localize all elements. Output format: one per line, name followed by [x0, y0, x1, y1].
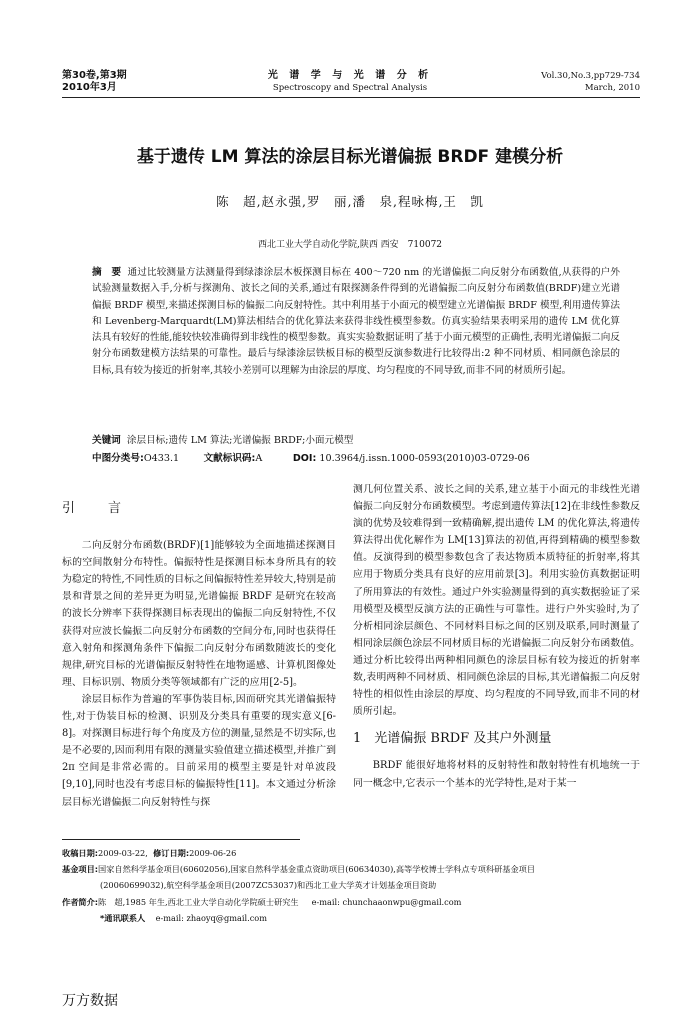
footnote-rule [62, 839, 300, 840]
corr-label: *通讯联系人 [100, 912, 146, 923]
keywords-label: 关键词 [92, 435, 121, 446]
journal-title-cn: 光 谱 学 与 光 谱 分 析 [267, 70, 433, 81]
clc-value: O433.1 [143, 453, 180, 464]
doi-value: 10.3964/j.issn.1000-0593(2010)03-0729-06 [319, 453, 530, 464]
volume-cn: 第30卷,第3期 [62, 70, 127, 81]
author-list: 陈 超,赵永强,罗 丽,潘 泉,程咏梅,王 凯 [216, 194, 484, 209]
received-label: 收稿日期: [62, 848, 99, 858]
intro-paragraph-2: 涂层目标作为普遍的军事伪装目标,因而研究其光谱偏振特性,对于伪装目标的检测、识别及分类具有重要的现实意义[6-8]。对探测目标进行每个角度及方位的测量,显然是不切实际,也是不必要的,因而利用有限的测量实验值建立描述模型,并推广到 2π 空间是非常必需的。目前采用的模型主要是针对单波段[9,10],同时也没有考虑目标的偏振特性[11]。本文通过分析涂层目标光谱偏振二向反射特性与探 [62, 693, 336, 808]
abstract [92, 265, 620, 379]
doi-label: DOI: [292, 453, 317, 464]
right-column [353, 481, 640, 792]
doc-code-value: A [255, 453, 263, 464]
received-date: 2009-03-22, [98, 848, 148, 858]
fund-text-1: 国家自然科学基金项目(60602056),国家自然科学基金重点资助项目(60634030),高等学校博士学科点专项科研基金项目 [98, 864, 536, 875]
classification-line [92, 451, 620, 467]
fund-label: 基金项目: [62, 864, 99, 875]
fund-text-2: (20060699032),航空科学基金项目(2007ZC53037)和西北工业大学英才计划基金项目资助 [100, 880, 437, 891]
author-email: e-mail: chunchaaonwpu@gmail.com [311, 896, 462, 907]
volume-en: Vol.30,No.3,pp729-734 [541, 71, 640, 81]
article-title: 基于遗传 LM 算法的涂层目标光谱偏振 BRDF 建模分析 [136, 147, 564, 167]
affiliation: 西北工业大学自动化学院,陕西 西安 710072 [257, 240, 443, 250]
date-en: March, 2010 [584, 83, 640, 93]
author-bio-line [62, 894, 640, 910]
section-1-heading: 1 光谱偏振 BRDF 及其户外测量 [353, 731, 552, 747]
abstract-label: 摘 要 [92, 267, 122, 278]
keywords [92, 433, 620, 449]
correspondence-line [62, 910, 640, 926]
corr-email: e-mail: zhaoyq@gmail.com [155, 912, 267, 923]
right-paragraph-1: 测几何位置关系、波长之间的关系,建立基于小面元的非线性光谱偏振二向反射分布函数模型。考虑到遗传算法[12]在非线性参数反演的优势及较难得到一致精确解,提出遗传 LM 的优化算法,将遗传算法得出优化解作为 LM[13]算法的初值,再得到精确的模型参数值。反演得到的模型参数包含了表达物质本质特征的折射率,将其应用于物质分类具有良好的应用前景[3]。利用实验仿真数据证明了所用算法的有效性。通过户外实验测量得到的真实数据验证了采用模型及模型反演方法的正确性与可靠性。进行户外实验时,为了分析相同涂层颜色、不同材料目标之间的区别及联系,同时测量了相同涂层颜色涂层不同材质目标的光谱偏振二向反射分布函数值。通过分析比较得出两种相同颜色的涂层目标有较为接近的折射率数,表明两种不同材质、相同颜色涂层的目标,其光谱偏振二向反射特性的相似性由涂层的厚度、均匀程度的不同导致,而非不同的材质所引起。 [353, 484, 640, 718]
revised-date: 2009-06-26 [189, 848, 237, 858]
keywords-text: 涂层目标;遗传 LM 算法;光谱偏振 BRDF;小面元模型 [126, 435, 354, 446]
clc-label: 中图分类号: [92, 453, 144, 464]
header-rule [62, 97, 640, 98]
journal-title-en: Spectroscopy and Spectral Analysis [272, 83, 428, 93]
wanfang-watermark: 万方数据 [62, 993, 118, 1009]
intro-heading: 引 言 [62, 501, 132, 516]
header-volume-en [541, 70, 640, 94]
abstract-text: 通过比较测量方法测量得到绿漆涂层木板探测目标在 400～720 nm 的光谱偏振二向反射分布函数值,从获得的户外试验测量数据入手,分析与探测角、波长之间的关系,通过有限探测条件得到的光谱偏振二向反射分布函数值(BRDF)建立光谱偏振 BRDF 模型,来描述探测目标的偏振二向反射特性。其中利用基于小面元的模型建立光谱偏振 BRDF 模型,利用遗传算法和 Levenberg-Marquardt(LM)算法相结合的优化算法来获得非线性模型参数。仿真实验结果表明采用的遗传 LM 优化算法具有较好的性能,能较快较准确得到非线性的模型参数。真实实验数据证明了基于小面元模型的正确性,表明光谱偏振二向反射分布函数建模方法结果的可靠性。最后与绿漆涂层铁板目标的模型反演参数进行比较得出:2 种不同材质、相同颜色涂层的目标,具有较为接近的折射率,其较小差别可以理解为由涂层的厚度、均匀程度的不同导致,而非不同的材质所引起。 [92, 267, 620, 376]
intro-paragraph-1: 二向反射分布函数(BRDF)[1]能够较为全面地描述探测目标的空间散射分布特性。偏振特性是探测目标本身所具有的较为稳定的特性,不同性质的目标之间偏振特性差异较大,特别是前景和背景之间的差异更为明显,光谱偏振 BRDF 是研究在较高的波长分辨率下获得探测目标表现出的偏振二向反射特性,不仅获得对应波长偏振二向反射分布函数的空间分布,同时也获得任意入射角和探测角条件下偏振二向反射分布函数随波长的变化规律,研究目标的光谱偏振反射特性在地物遥感、计算机图像处理、目标识别、物质分类等领域都有广泛的应用[2-5]。 [62, 540, 336, 688]
author-bio: 陈 超,1985 年生,西北工业大学自动化学院硕士研究生 [98, 896, 299, 907]
author-bio-label: 作者简介: [62, 896, 99, 907]
dates-line [62, 845, 640, 861]
doc-code-label: 文献标识码: [203, 453, 256, 464]
date-cn: 2010年3月 [62, 82, 117, 93]
revised-label: 修订日期: [153, 848, 190, 858]
left-column [62, 501, 336, 811]
footnotes [62, 845, 640, 926]
fund-line [62, 861, 640, 877]
section-1-paragraph: BRDF 能很好地将材料的反射特性和散射特性有机地统一于同一概念中,它表示一个基本的光学特性,是对于某一 [353, 760, 640, 789]
